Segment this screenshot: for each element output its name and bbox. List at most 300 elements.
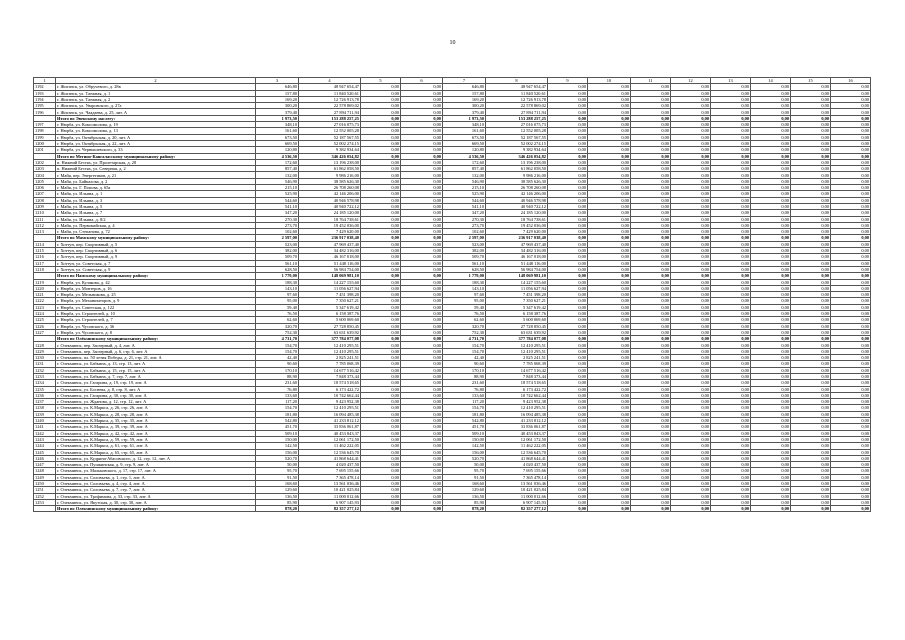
value-cell: 451,70 [256,424,299,430]
value-cell: 0,00 [831,487,871,493]
value-cell: 0,00 [711,462,751,468]
row-number-cell: 1220 [34,285,56,291]
value-cell: 7 451 398,20 [299,292,361,298]
value-cell: 0,00 [671,166,711,172]
value-cell: 97,60 [443,292,486,298]
value-cell: 0,00 [791,361,831,367]
value-cell: 12 726 913,78 [486,96,548,102]
value-cell: 42 146 206,00 [299,191,361,197]
value-cell: 0,00 [791,254,831,260]
row-number-cell: 1223 [34,304,56,310]
row-number-cell: 1251 [34,487,56,493]
value-cell: 33 836 061,87 [486,424,548,430]
value-cell: 0,00 [631,185,671,191]
value-cell: 34 482 316,00 [299,248,361,254]
value-cell: 0,00 [548,147,588,153]
row-number-cell: 1213 [34,229,56,235]
value-cell: 0,00 [711,178,751,184]
row-number-cell: 1232 [34,367,56,373]
value-cell: 7 429 620,00 [486,229,548,235]
value-cell: 0,00 [588,455,631,461]
value-cell: 0,00 [548,222,588,228]
value-cell: 0,00 [791,499,831,505]
value-cell: 0,00 [831,216,871,222]
row-number-cell: 1242 [34,430,56,436]
value-cell: 11 056 627,94 [486,285,548,291]
value-cell: 0,00 [791,292,831,298]
value-cell: 0,00 [361,430,401,436]
value-cell: 129,60 [443,487,486,493]
value-cell: 132,00 [443,172,486,178]
value-cell: 0,00 [711,310,751,316]
value-cell: 0,00 [711,172,751,178]
value-cell: 0,00 [711,329,751,335]
value-cell: 0,00 [588,159,631,165]
value-cell: 10 742 662,44 [299,392,361,398]
value-cell: 154,70 [443,348,486,354]
value-cell: 0,00 [401,229,443,235]
value-cell: 0,00 [711,229,751,235]
value-cell: 11 840 520,61 [299,90,361,96]
value-cell: 300,20 [256,103,299,109]
value-cell: 0,00 [671,493,711,499]
value-cell: 0,00 [671,430,711,436]
row-number-cell: 1231 [34,361,56,367]
value-cell: 0,00 [588,462,631,468]
value-cell: 0,00 [588,229,631,235]
value-cell: 0,00 [791,266,831,272]
value-cell: 6 158 387,76 [486,310,548,316]
value-cell: 0,00 [401,197,443,203]
value-cell: 0,00 [361,292,401,298]
value-cell: 0,00 [671,128,711,134]
address-cell: г. Нюрба, ул. Чусовского, д. 8 [56,329,256,335]
value-cell: 0,00 [548,367,588,373]
subtotal-row [34,506,871,512]
address-cell: г. Нюрба, ул. Комсомолова, д. 19 [56,122,256,128]
value-cell: 0,00 [751,367,791,373]
column-number-cell: 1 [34,78,56,84]
value-cell: 76,50 [443,310,486,316]
value-cell: 14 227 155,60 [299,279,361,285]
value-cell: 0,00 [671,474,711,480]
value-cell: 0,00 [711,499,751,505]
value-cell: 0,00 [588,367,631,373]
value-cell: 0,00 [361,254,401,260]
value-cell: 42,40 [256,355,299,361]
value-cell: 4 020 437,50 [486,462,548,468]
value-cell: 0,00 [631,279,671,285]
value-cell: 0,00 [711,285,751,291]
value-cell: 0,00 [791,418,831,424]
value-cell: 0,00 [588,109,631,115]
value-cell: 7 848 373,44 [486,373,548,379]
address-cell: г. Майя, пер. Энергетиков, д. 21 [56,172,256,178]
value-cell: 0,00 [751,304,791,310]
value-cell: 0,00 [831,172,871,178]
value-cell: 172,60 [256,159,299,165]
value-cell: 0,00 [401,342,443,348]
value-cell: 0,00 [588,443,631,449]
value-cell: 0,00 [631,241,671,247]
value-cell: 0,00 [711,474,751,480]
value-cell: 0,00 [671,103,711,109]
value-cell: 153 288 257,25 [299,115,361,121]
column-number-cell: 12 [671,78,711,84]
value-cell: 509,70 [256,254,299,260]
value-cell: 236 917 038,40 [299,235,361,241]
value-cell: 0,00 [671,506,711,512]
value-cell: 0,00 [401,468,443,474]
value-cell: 0,00 [751,153,791,159]
value-cell: 0,00 [751,292,791,298]
value-cell: 0,00 [361,140,401,146]
value-cell: 0,00 [361,481,401,487]
address-cell: г. Жиганск, ул. Уваровского, д. 27a [56,103,256,109]
value-cell: 0,00 [588,449,631,455]
value-cell: 0,00 [361,392,401,398]
value-cell: 0,00 [401,122,443,128]
value-cell: 0,00 [711,197,751,203]
value-cell: 0,00 [791,336,831,342]
value-cell: 0,00 [631,361,671,367]
value-cell: 0,00 [401,241,443,247]
value-cell: 0,00 [791,405,831,411]
value-cell: 0,00 [548,317,588,323]
value-cell: 0,00 [631,424,671,430]
value-cell: 0,00 [588,115,631,121]
value-cell: 0,00 [671,229,711,235]
value-cell: 0,00 [791,140,831,146]
value-cell: 117,20 [443,399,486,405]
value-cell: 0,00 [361,380,401,386]
value-cell: 40 940 722,12 [486,203,548,209]
value-cell: 0,00 [401,285,443,291]
value-cell: 0,00 [791,166,831,172]
value-cell: 0,00 [361,279,401,285]
value-cell: 0,00 [711,84,751,90]
value-cell: 0,00 [711,430,751,436]
value-cell: 12 410 295,51 [486,342,548,348]
value-cell: 0,00 [631,310,671,316]
value-cell: 0,00 [588,128,631,134]
value-cell: 0,00 [711,493,751,499]
value-cell: 0,00 [401,386,443,392]
value-cell: 0,00 [751,260,791,266]
value-cell: 0,00 [751,210,791,216]
value-cell: 40 940 722,12 [299,203,361,209]
value-cell: 0,00 [831,462,871,468]
address-cell: г. Майя, ул. Степанова, д. 72 [56,229,256,235]
value-cell: 136,50 [256,493,299,499]
value-cell: 0,00 [548,361,588,367]
column-number-cell: 8 [486,78,548,84]
value-cell: 273,70 [443,222,486,228]
value-cell: 0,00 [711,361,751,367]
value-cell: 270,30 [443,216,486,222]
value-cell: 0,00 [401,191,443,197]
column-number-cell: 16 [831,78,871,84]
value-cell: 544,60 [443,197,486,203]
row-number-cell: 1225 [34,317,56,323]
value-cell: 0,00 [831,84,871,90]
value-cell: 102,60 [443,229,486,235]
value-cell: 0,00 [361,506,401,512]
value-cell: 0,00 [791,115,831,121]
value-cell: 0,00 [751,323,791,329]
value-cell: 0,00 [791,153,831,159]
value-cell: 0,00 [548,285,588,291]
value-cell: 0,00 [588,210,631,216]
value-cell: 14 677 516,42 [486,367,548,373]
value-cell: 188,30 [256,279,299,285]
value-cell: 9 423 952,38 [299,399,361,405]
value-cell: 0,00 [711,418,751,424]
value-cell: 0,00 [361,329,401,335]
value-cell: 120,80 [256,147,299,153]
value-cell: 0,00 [751,336,791,342]
value-cell: 0,00 [711,147,751,153]
value-cell: 0,00 [791,493,831,499]
value-cell: 12 410 295,51 [299,348,361,354]
value-cell: 0,00 [751,386,791,392]
value-cell: 0,00 [791,235,831,241]
row-number-cell: 1229 [34,348,56,354]
value-cell: 0,00 [791,203,831,209]
value-cell: 0,00 [548,273,588,279]
value-cell: 133,60 [256,392,299,398]
value-cell: 7 785 068,39 [299,361,361,367]
value-cell: 0,00 [361,298,401,304]
value-cell: 0,00 [791,285,831,291]
value-cell: 0,00 [631,90,671,96]
value-cell: 0,00 [671,197,711,203]
value-cell: 0,00 [588,430,631,436]
value-cell: 0,00 [751,229,791,235]
row-number-cell: 1234 [34,380,56,386]
value-cell: 0,00 [401,266,443,272]
value-cell: 0,00 [401,109,443,115]
value-cell: 0,00 [361,487,401,493]
value-cell: 0,00 [791,178,831,184]
value-cell: 0,00 [548,481,588,487]
value-cell: 11 462 222,05 [486,443,548,449]
value-cell: 0,00 [588,279,631,285]
value-cell: 0,00 [751,298,791,304]
value-cell: 0,00 [791,122,831,128]
row-number-cell: 1196 [34,109,56,115]
value-cell: 0,00 [751,424,791,430]
value-cell: 0,00 [401,248,443,254]
value-cell: 0,00 [548,241,588,247]
address-cell: г. Жиганск, ул. Таежная, д. 1 [56,90,256,96]
value-cell: 0,00 [631,386,671,392]
value-cell: 0,00 [361,424,401,430]
row-number-cell: 1218 [34,266,56,272]
column-number-cell: 9 [548,78,588,84]
value-cell: 0,00 [548,229,588,235]
value-cell: 26 708 260,08 [299,185,361,191]
address-cell: г. Олекминск, ул. К.Маркса, д. 28, стр. 28, лит. А [56,411,256,417]
value-cell: 0,00 [751,84,791,90]
value-cell: 0,00 [631,355,671,361]
value-cell: 148 069 981,10 [486,273,548,279]
value-cell: 0,00 [831,109,871,115]
value-cell: 0,00 [631,273,671,279]
register-table [33,77,871,512]
value-cell: 0,00 [831,128,871,134]
value-cell: 5 600 069,60 [486,317,548,323]
value-cell: 0,00 [671,279,711,285]
address-cell: г. Майя, ул. Ильина, д. 5 [56,203,256,209]
value-cell: 0,00 [791,147,831,153]
value-cell: 0,00 [791,449,831,455]
value-cell: 0,00 [361,159,401,165]
value-cell: 0,00 [361,386,401,392]
value-cell: 0,00 [711,166,751,172]
column-number-cell: 6 [401,78,443,84]
value-cell: 0,00 [588,222,631,228]
value-cell: 46 167 018,00 [299,254,361,260]
value-cell: 0,00 [751,468,791,474]
value-cell: 0,00 [588,191,631,197]
value-cell: 0,00 [831,310,871,316]
value-cell: 10 421 025,84 [299,487,361,493]
value-cell: 0,00 [361,109,401,115]
value-cell: 6 173 422,72 [486,386,548,392]
value-cell: 0,00 [671,449,711,455]
value-cell: 4 020 437,50 [299,462,361,468]
value-cell: 0,00 [671,159,711,165]
value-cell: 0,00 [751,443,791,449]
value-cell: 0,00 [401,348,443,354]
value-cell: 0,00 [361,361,401,367]
address-cell: г. Нюрба, ул. Мельникова, д. 25 [56,292,256,298]
value-cell: 0,00 [751,405,791,411]
value-cell: 0,00 [711,405,751,411]
value-cell: 0,00 [631,304,671,310]
value-cell: 0,00 [831,355,871,361]
value-cell: 525,90 [443,191,486,197]
value-cell: 6 907 145,93 [299,499,361,505]
value-cell: 0,00 [751,455,791,461]
value-cell: 27 728 850,45 [299,323,361,329]
value-cell: 10 421 025,84 [486,487,548,493]
value-cell: 0,00 [751,493,791,499]
value-cell: 0,00 [631,481,671,487]
value-cell: 0,00 [361,443,401,449]
value-cell: 2 597,00 [256,235,299,241]
value-cell: 0,00 [751,166,791,172]
value-cell: 0,00 [831,474,871,480]
address-cell: г. Хоттун, пер. Спортивный, д. 9 [56,254,256,260]
value-cell: 16 094 485,38 [299,411,361,417]
value-cell: 0,00 [401,462,443,468]
value-cell: 0,00 [401,222,443,228]
value-cell: 0,00 [791,260,831,266]
row-number-cell: 1200 [34,140,56,146]
value-cell: 0,00 [751,310,791,316]
value-cell: 0,00 [548,235,588,241]
value-cell: 0,00 [361,462,401,468]
value-cell: 40 453 843,37 [299,430,361,436]
value-cell: 270,30 [256,216,299,222]
row-number-cell: 1237 [34,399,56,405]
value-cell: 11 000 012,66 [486,493,548,499]
row-number-cell: 1253 [34,499,56,505]
value-cell: 12 552 005,28 [299,128,361,134]
value-cell: 0,00 [711,323,751,329]
value-cell: 0,00 [751,140,791,146]
address-cell: г. Олекминск, ул. Трофимова, д. 33, стр. 33, лит. А [56,493,256,499]
value-cell: 0,00 [401,323,443,329]
value-cell: 0,00 [711,273,751,279]
value-cell: 19 452 036,00 [299,222,361,228]
value-cell: 0,00 [631,191,671,197]
row-number-cell: 1248 [34,468,56,474]
value-cell: 14 677 516,42 [299,367,361,373]
value-cell: 0,00 [588,317,631,323]
value-cell: 0,00 [671,329,711,335]
value-cell: 0,00 [361,153,401,159]
value-cell: 154,70 [256,348,299,354]
value-cell: 0,00 [361,273,401,279]
value-cell: 0,00 [401,317,443,323]
address-cell: г. Майя, ул. Ильина, д. 7 [56,210,256,216]
value-cell: 0,00 [631,348,671,354]
value-cell: 0,00 [791,134,831,140]
value-cell: 41 868 644,41 [486,455,548,461]
value-cell: 236 917 038,40 [486,235,548,241]
value-cell: 0,00 [361,499,401,505]
value-cell: 0,00 [401,361,443,367]
value-cell: 0,00 [631,436,671,442]
value-cell: 12 061 172,50 [299,436,361,442]
value-cell: 0,00 [671,298,711,304]
value-cell: 0,00 [361,84,401,90]
value-cell: 0,00 [751,216,791,222]
address-cell: г. Олекминск, ул. К.Маркса, д. 39, стр. 39, лит. А [56,424,256,430]
value-cell: 382,00 [443,248,486,254]
value-cell: 300,20 [443,103,486,109]
value-cell: 0,00 [671,285,711,291]
value-cell: 188,30 [443,279,486,285]
value-cell: 0,00 [548,185,588,191]
value-cell: 7 350 627,21 [299,298,361,304]
value-cell: 0,00 [711,468,751,474]
table-body [34,78,871,512]
value-cell: 82 357 277,12 [299,506,361,512]
value-cell: 41 233 812,12 [299,418,361,424]
value-cell: 0,00 [588,185,631,191]
value-cell: 377 784 077,08 [299,336,361,342]
value-cell: 11 000 012,66 [299,493,361,499]
value-cell: 0,00 [401,178,443,184]
value-cell: 0,00 [711,481,751,487]
value-cell: 0,00 [711,222,751,228]
value-cell: 0,00 [631,166,671,172]
value-cell: 12 410 295,51 [486,405,548,411]
value-cell: 0,00 [548,122,588,128]
value-cell: 47 969 437,40 [299,241,361,247]
row-number-cell: 1202 [34,159,56,165]
value-cell: 0,00 [588,399,631,405]
value-cell: 0,00 [711,260,751,266]
value-cell: 0,00 [711,292,751,298]
value-cell: 0,00 [671,317,711,323]
value-cell: 0,00 [588,405,631,411]
value-cell: 2 825 241,51 [486,355,548,361]
